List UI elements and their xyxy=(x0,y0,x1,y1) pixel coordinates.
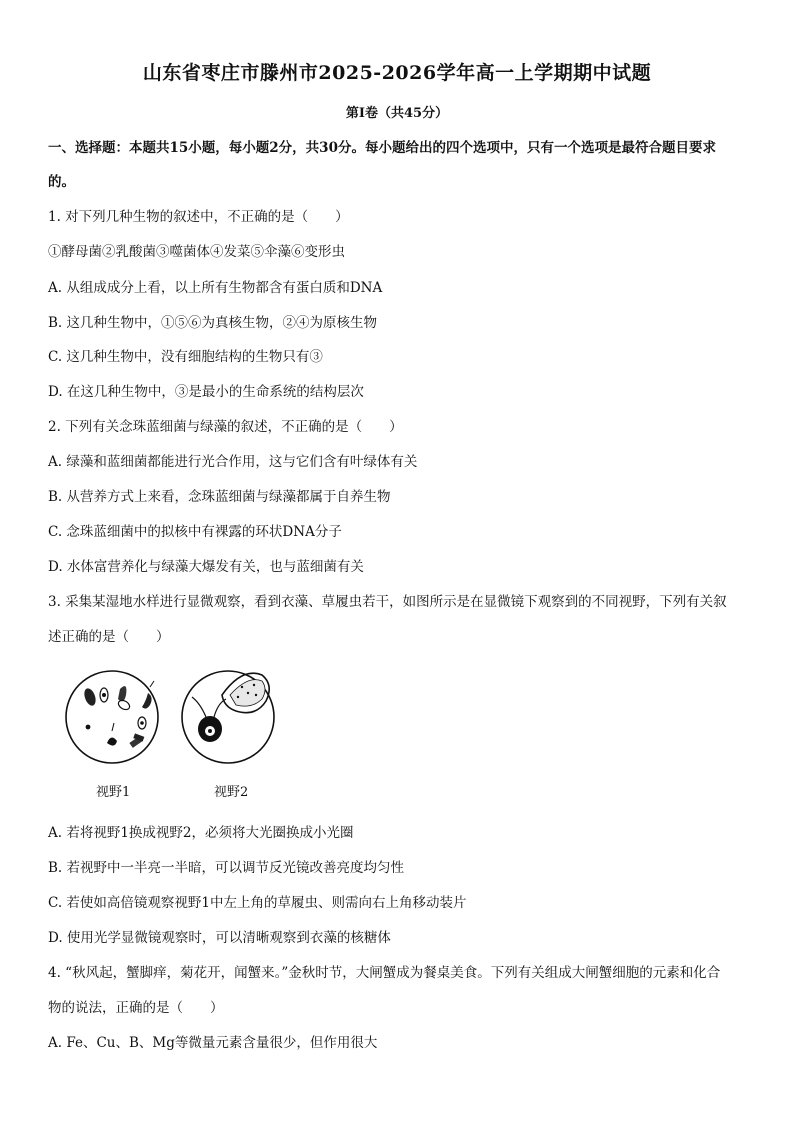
question-3-stem-cont: 述正确的是（ ） xyxy=(48,629,170,645)
exam-title: 山东省枣庄市滕州市2025-2026学年高一上学期期中试题 xyxy=(142,62,652,84)
section-heading-cont: 的。 xyxy=(48,174,75,190)
question-2-option-a: A. 绿藻和蓝细菌都能进行光合作用，这与它们含有叶绿体有关 xyxy=(48,454,418,470)
exam-subtitle: 第Ⅰ卷（共45分） xyxy=(345,106,449,121)
question-2-option-c: C. 念珠蓝细菌中的拟核中有裸露的环状DNA分子 xyxy=(48,524,342,540)
question-2-option-d: D. 水体富营养化与绿藻大爆发有关，也与蓝细菌有关 xyxy=(48,559,364,575)
question-3-option-a: A. 若将视野1换成视野2，必须将大光圈换成小光圈 xyxy=(48,825,354,841)
microscope-figure xyxy=(62,665,302,805)
section-heading: 一、选择题：本题共15小题，每小题2分，共30分。每小题给出的四个选项中，只有一个选项是最符合题目要求 xyxy=(48,140,716,156)
field-of-view-2 xyxy=(182,671,274,763)
question-3-stem: 3. 采集某湿地水样进行显微观察，看到衣藻、草履虫若干，如图所示是在显微镜下观察到的不同视野，下列有关叙 xyxy=(48,594,727,610)
figure-label-view-2: 视野2 xyxy=(214,785,249,800)
question-4-stem: 4. “秋风起，蟹脚痒，菊花开，闻蟹来。”金秋时节，大闸蟹成为餐桌美食。下列有关组成大闸蟹细胞的元素和化合 xyxy=(48,965,721,981)
question-4-option-a: A. Fe、Cu、B、Mg等微量元素含量很少，但作用很大 xyxy=(48,1035,378,1051)
question-3-option-d: D. 使用光学显微镜观察时，可以清晰观察到衣藻的核糖体 xyxy=(48,930,391,946)
question-2-option-b: B. 从营养方式上来看，念珠蓝细菌与绿藻都属于自养生物 xyxy=(48,489,391,505)
question-4-stem-cont: 物的说法，正确的是（ ） xyxy=(48,1000,224,1016)
field-of-view-1 xyxy=(66,671,158,763)
figure-label-view-1: 视野1 xyxy=(96,785,131,800)
question-3-option-c: C. 若使如高倍镜观察视野1中左上角的草履虫、则需向右上角移动装片 xyxy=(48,895,467,911)
question-1-option-b: B. 这几种生物中，①⑤⑥为真核生物，②④为原核生物 xyxy=(48,315,378,331)
question-2-stem: 2. 下列有关念珠蓝细菌与绿藻的叙述，不正确的是（ ） xyxy=(48,419,403,435)
question-1-option-a: A. 从组成成分上看，以上所有生物都含有蛋白质和DNA xyxy=(48,280,383,296)
question-1-option-c: C. 这几种生物中，没有细胞结构的生物只有③ xyxy=(48,349,323,365)
question-1-stem: 1. 对下列几种生物的叙述中，不正确的是（ ） xyxy=(48,209,349,225)
question-1-option-d: D. 在这几种生物中，③是最小的生命系统的结构层次 xyxy=(48,384,364,400)
question-3-option-b: B. 若视野中一半亮一半暗，可以调节反光镜改善亮度均匀性 xyxy=(48,860,405,876)
question-1-list: ①酵母菌②乳酸菌③噬菌体④发菜⑤伞藻⑥变形虫 xyxy=(48,244,345,260)
